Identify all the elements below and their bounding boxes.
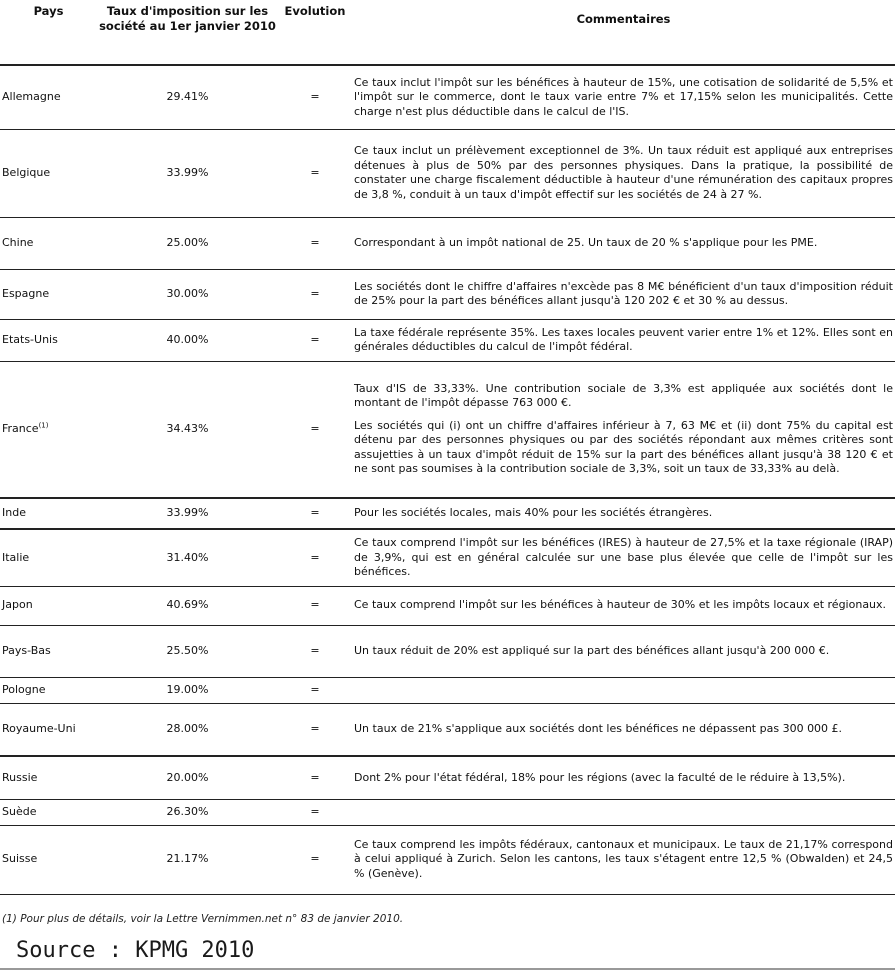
evolution-cell: = <box>278 361 352 498</box>
evolution-cell: = <box>278 703 352 756</box>
evolution-cell: = <box>278 65 352 129</box>
header-country: Pays <box>0 0 97 65</box>
comment-cell <box>352 799 895 825</box>
evolution-cell: = <box>278 799 352 825</box>
table-row <box>0 825 895 894</box>
footnote-marker: (1) <box>38 421 49 430</box>
country-name: Suède <box>2 804 37 818</box>
country-cell <box>0 319 97 361</box>
comment-paragraph: Ce taux inclut l'impôt sur les bénéfices à hauteur de 15%, une cotisation de solidarité de 5,5% et l'impôt sur le commerce, dont le taux varie entre 7% et 17,15% selon les municipalités. Cette charge n'est plus déductible dans le calcul de l'IS. <box>354 75 893 118</box>
country-cell <box>0 65 97 129</box>
country-name: Inde <box>2 506 26 520</box>
evolution-cell: = <box>278 217 352 269</box>
country-cell <box>0 586 97 625</box>
tax-rate-cell: 28.00% <box>97 703 278 756</box>
comment-cell <box>352 756 895 799</box>
comment-paragraph: Dont 2% pour l'état fédéral, 18% pour les régions (avec la faculté de le réduire à 13,5%). <box>354 770 846 784</box>
tax-rate-cell: 20.00% <box>97 756 278 799</box>
evolution-cell: = <box>278 498 352 529</box>
comment-paragraph: Les sociétés qui (i) ont un chiffre d'affaires inférieur à 7, 63 M€ et (ii) dont 75% du capital est détenu par des personnes physiques ou par des sociétés répondant aux mêmes critères sont assujetties à un taux d'impôt réduit de 15% sur la part des bénéfices allant jusqu'à 38 120 € et ne sont pas soumises à la contribution sociale de 3,3%, soit un taux de 33,33% au delà. <box>354 418 893 476</box>
table-row <box>0 799 895 825</box>
tax-rate-cell: 30.00% <box>97 269 278 319</box>
country-cell <box>0 703 97 756</box>
evolution-cell: = <box>278 129 352 217</box>
header-rate: Taux d'imposition sur les société au 1er janvier 2010 <box>97 0 278 65</box>
comment-cell <box>352 269 895 319</box>
evolution-cell: = <box>278 319 352 361</box>
country-name: Pologne <box>2 682 46 696</box>
country-name: Italie <box>2 550 30 564</box>
table-row <box>0 529 895 586</box>
tax-rate-cell: 21.17% <box>97 825 278 894</box>
country-name: Chine <box>2 235 34 249</box>
comment-paragraph: Ce taux comprend l'impôt sur les bénéfices à hauteur de 30% et les impôts locaux et régionaux. <box>354 598 887 612</box>
tax-rate-cell: 25.50% <box>97 625 278 677</box>
country-cell <box>0 498 97 529</box>
table-row <box>0 625 895 677</box>
comment-cell <box>352 498 895 529</box>
comment-cell <box>352 361 895 498</box>
tax-rate-cell: 25.00% <box>97 217 278 269</box>
country-name: Suisse <box>2 852 38 866</box>
evolution-cell: = <box>278 269 352 319</box>
country-cell <box>0 625 97 677</box>
country-name: Allemagne <box>2 90 61 103</box>
comment-cell <box>352 65 895 129</box>
tax-rate-cell: 33.99% <box>97 129 278 217</box>
table-header-row <box>0 0 895 65</box>
table-row <box>0 129 895 217</box>
country-cell <box>0 217 97 269</box>
country-name: Russie <box>2 770 38 784</box>
country-name: Belgique <box>2 165 51 179</box>
country-name: France <box>2 422 39 435</box>
tax-rate-cell: 29.41% <box>97 65 278 129</box>
country-cell <box>0 799 97 825</box>
table-row <box>0 319 895 361</box>
country-cell <box>0 677 97 703</box>
country-cell <box>0 129 97 217</box>
country-name: Japon <box>2 598 33 612</box>
header-comments: Commentaires <box>352 0 895 65</box>
country-name: Etats-Unis <box>2 332 58 346</box>
tax-rate-cell: 34.43% <box>97 361 278 498</box>
evolution-cell: = <box>278 586 352 625</box>
tax-rate-cell: 40.69% <box>97 586 278 625</box>
table-row <box>0 269 895 319</box>
comment-paragraph: Taux d'IS de 33,33%. Une contribution sociale de 3,3% est appliquée aux sociétés dont le montant de l'impôt dépasse 763 000 €. <box>354 381 893 410</box>
table-row <box>0 217 895 269</box>
comment-cell <box>352 586 895 625</box>
comment-paragraph: La taxe fédérale représente 35%. Les taxes locales peuvent varier entre 1% et 12%. Elles sont en générales déductibles du calcul de l'impôt fédéral. <box>354 325 893 353</box>
comment-cell <box>352 529 895 586</box>
table-row <box>0 498 895 529</box>
comment-paragraph: Ce taux comprend les impôts fédéraux, cantonaux et municipaux. Le taux de 21,17% correspond à celui appliqué à Zurich. Selon les cantons, les taux s'étagent entre 12,5 % (Obwalden) et 24,5 % (Genève). <box>354 837 893 880</box>
table-row <box>0 65 895 129</box>
comment-paragraph: Ce taux comprend l'impôt sur les bénéfices (IRES) à hauteur de 27,5% et la taxe régionale (IRAP) de 3,9%, qui est en général calculée sur une base plus élevée que celle de l'impôt sur les bénéfices. <box>354 536 893 578</box>
comment-paragraph: Les sociétés dont le chiffre d'affaires n'excède pas 8 M€ bénéficient d'un taux d'imposition réduit de 25% pour la part des bénéfices allant jusqu'à 120 202 € et 30 % au dessus. <box>354 279 893 307</box>
table-row <box>0 756 895 799</box>
comment-cell <box>352 129 895 217</box>
comment-cell <box>352 319 895 361</box>
comment-paragraph: Un taux réduit de 20% est appliqué sur la part des bénéfices allant jusqu'à 200 000 €. <box>354 643 830 657</box>
country-cell <box>0 269 97 319</box>
tax-rate-cell: 33.99% <box>97 498 278 529</box>
comment-cell <box>352 703 895 756</box>
comment-paragraph: Pour les sociétés locales, mais 40% pour les sociétés étrangères. <box>354 506 713 520</box>
comment-cell <box>352 217 895 269</box>
evolution-cell: = <box>278 625 352 677</box>
comment-cell <box>352 677 895 703</box>
tax-rate-cell: 31.40% <box>97 529 278 586</box>
country-cell <box>0 756 97 799</box>
evolution-cell: = <box>278 756 352 799</box>
footnote: (1) Pour plus de détails, voir la Lettre Vernimmen.net n° 83 de janvier 2010. <box>2 913 404 925</box>
tax-rate-cell: 19.00% <box>97 677 278 703</box>
table-row <box>0 703 895 756</box>
country-name: Espagne <box>2 286 50 300</box>
comment-paragraph: Correspondant à un impôt national de 25. Un taux de 20 % s'applique pour les PME. <box>354 235 818 249</box>
table-row <box>0 361 895 498</box>
country-cell <box>0 529 97 586</box>
source-label: Source : KPMG 2010 <box>16 938 255 963</box>
country-cell <box>0 825 97 894</box>
comment-cell <box>352 625 895 677</box>
comment-cell <box>352 825 895 894</box>
country-name: Pays-Bas <box>2 643 51 657</box>
table-row <box>0 586 895 625</box>
country-cell <box>0 361 97 498</box>
header-evolution: Evolution <box>278 0 352 65</box>
evolution-cell: = <box>278 825 352 894</box>
bottom-divider <box>0 968 895 970</box>
table-row <box>0 677 895 703</box>
comment-paragraph: Un taux de 21% s'applique aux sociétés dont les bénéfices ne dépassent pas 300 000 £. <box>354 722 843 735</box>
table-body <box>0 65 895 894</box>
comment-paragraph: Ce taux inclut un prélèvement exceptionnel de 3%. Un taux réduit est appliqué aux entreprises détenues à plus de 50% par des personnes physiques. Dans la pratique, la possibilité de constater une charge fiscalement déductible à hauteur d'une rémunération des capitaux propres de 3,8 %, conduit à un taux d'impôt effectif sur les sociétés de 24 à 27 %. <box>354 144 893 201</box>
country-name: Royaume-Uni <box>2 722 76 735</box>
evolution-cell: = <box>278 677 352 703</box>
tax-rate-cell: 26.30% <box>97 799 278 825</box>
evolution-cell: = <box>278 529 352 586</box>
tax-rate-cell: 40.00% <box>97 319 278 361</box>
